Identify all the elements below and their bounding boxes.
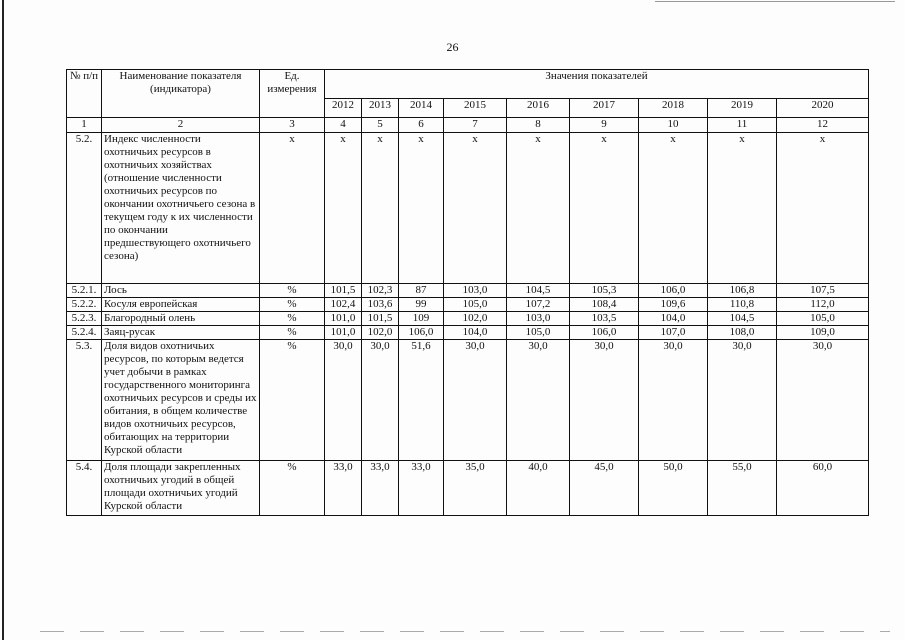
row-value: 33,0 — [399, 461, 444, 516]
page-number: 26 — [446, 40, 459, 54]
row-unit: % — [260, 461, 325, 516]
row-value: 33,0 — [325, 461, 362, 516]
row-value: 103,5 — [570, 312, 639, 326]
row-value: x — [777, 133, 869, 284]
row-value: x — [570, 133, 639, 284]
header-num: № п/п — [67, 70, 102, 118]
row-value: 101,5 — [362, 312, 399, 326]
row-value: 106,0 — [639, 284, 708, 298]
row-value: 103,6 — [362, 298, 399, 312]
row-value: 109 — [399, 312, 444, 326]
year-header: 2012 — [325, 99, 362, 118]
row-value: 30,0 — [362, 340, 399, 461]
row-value: 107,2 — [507, 298, 570, 312]
header-name: Наименование показателя (индикатора) — [102, 70, 260, 118]
row-num: 5.2.4. — [67, 326, 102, 340]
year-header: 2016 — [507, 99, 570, 118]
row-value: 108,0 — [708, 326, 777, 340]
year-header: 2017 — [570, 99, 639, 118]
col-number: 7 — [444, 118, 507, 133]
indicators-table — [66, 69, 869, 516]
table-row — [67, 312, 869, 326]
scan-bottom-artifact — [40, 631, 890, 632]
row-value: x — [325, 133, 362, 284]
table-row — [67, 284, 869, 298]
row-value: 55,0 — [708, 461, 777, 516]
row-value: 104,5 — [507, 284, 570, 298]
row-value: 30,0 — [708, 340, 777, 461]
row-value: 109,6 — [639, 298, 708, 312]
row-value: 30,0 — [639, 340, 708, 461]
row-unit: % — [260, 340, 325, 461]
row-value: 51,6 — [399, 340, 444, 461]
header-row — [67, 70, 869, 99]
row-value: 105,0 — [444, 298, 507, 312]
header-values-title: Значения показателей — [325, 70, 869, 99]
row-value: 104,5 — [708, 312, 777, 326]
row-value: 101,0 — [325, 326, 362, 340]
row-value: 102,0 — [444, 312, 507, 326]
row-value: x — [639, 133, 708, 284]
row-num: 5.2.1. — [67, 284, 102, 298]
year-header: 2019 — [708, 99, 777, 118]
row-name: Доля видов охотничьих ресурсов, по которым ведется учет добычи в рамках государственного мониторинга охотничьих ресурсов и среды их обитания, в общем количестве видов охотничьих ресурсов, обитающих на территории Курской области — [102, 340, 260, 461]
row-value: x — [708, 133, 777, 284]
row-value: 30,0 — [777, 340, 869, 461]
row-name: Косуля европейская — [102, 298, 260, 312]
row-value: 105,0 — [777, 312, 869, 326]
row-name: Заяц-русак — [102, 326, 260, 340]
row-num: 5.3. — [67, 340, 102, 461]
row-value: 102,0 — [362, 326, 399, 340]
row-value: x — [444, 133, 507, 284]
row-value: 30,0 — [570, 340, 639, 461]
row-value: 112,0 — [777, 298, 869, 312]
row-value: 110,8 — [708, 298, 777, 312]
year-header: 2018 — [639, 99, 708, 118]
col-number: 2 — [102, 118, 260, 133]
row-unit: % — [260, 312, 325, 326]
row-value: 99 — [399, 298, 444, 312]
col-number: 6 — [399, 118, 444, 133]
row-value: 104,0 — [639, 312, 708, 326]
table-row — [67, 133, 869, 284]
year-header: 2015 — [444, 99, 507, 118]
scan-left-edge — [2, 0, 4, 640]
col-number: 9 — [570, 118, 639, 133]
row-value: 105,3 — [570, 284, 639, 298]
row-name: Лось — [102, 284, 260, 298]
table-row — [67, 298, 869, 312]
row-value: 30,0 — [444, 340, 507, 461]
header-unit: Ед. измерения — [260, 70, 325, 118]
col-number: 8 — [507, 118, 570, 133]
row-value: 101,5 — [325, 284, 362, 298]
col-number: 12 — [777, 118, 869, 133]
row-value: x — [399, 133, 444, 284]
table-row — [67, 461, 869, 516]
col-number: 4 — [325, 118, 362, 133]
col-number: 11 — [708, 118, 777, 133]
year-header: 2020 — [777, 99, 869, 118]
row-name: Доля площади закрепленных охотничьих угодий в общей площади охотничьих угодий Курской области — [102, 461, 260, 516]
row-num: 5.4. — [67, 461, 102, 516]
row-value: 30,0 — [507, 340, 570, 461]
row-value: 106,0 — [570, 326, 639, 340]
row-value: 40,0 — [507, 461, 570, 516]
year-header: 2014 — [399, 99, 444, 118]
row-value: 104,0 — [444, 326, 507, 340]
row-value: 87 — [399, 284, 444, 298]
row-value: x — [362, 133, 399, 284]
row-unit: % — [260, 284, 325, 298]
row-unit: % — [260, 326, 325, 340]
column-numbers-row — [67, 118, 869, 133]
row-value: 103,0 — [507, 312, 570, 326]
row-name: Индекс численности охотничьих ресурсов в охотничьих хозяйствах (отношение численности охотничьих ресурсов по окончании охотничьего сезона в текущем году к их численности по окончании предшествующего охотничьего сезона) — [102, 133, 260, 284]
row-num: 5.2.2. — [67, 298, 102, 312]
scan-top-rule — [655, 1, 895, 2]
row-unit: % — [260, 298, 325, 312]
row-value: 50,0 — [639, 461, 708, 516]
row-value: 60,0 — [777, 461, 869, 516]
row-value: 103,0 — [444, 284, 507, 298]
year-header: 2013 — [362, 99, 399, 118]
row-value: x — [507, 133, 570, 284]
row-value: 106,0 — [399, 326, 444, 340]
table-row — [67, 326, 869, 340]
row-value: 108,4 — [570, 298, 639, 312]
row-value: 33,0 — [362, 461, 399, 516]
row-name: Благородный олень — [102, 312, 260, 326]
row-num: 5.2. — [67, 133, 102, 284]
row-value: 35,0 — [444, 461, 507, 516]
row-value: 102,4 — [325, 298, 362, 312]
row-value: 107,0 — [639, 326, 708, 340]
row-value: 105,0 — [507, 326, 570, 340]
row-value: 102,3 — [362, 284, 399, 298]
col-number: 5 — [362, 118, 399, 133]
row-value: 45,0 — [570, 461, 639, 516]
row-value: 107,5 — [777, 284, 869, 298]
col-number: 10 — [639, 118, 708, 133]
row-value: 101,0 — [325, 312, 362, 326]
row-value: 106,8 — [708, 284, 777, 298]
row-num: 5.2.3. — [67, 312, 102, 326]
col-number: 1 — [67, 118, 102, 133]
row-unit: x — [260, 133, 325, 284]
row-value: 30,0 — [325, 340, 362, 461]
col-number: 3 — [260, 118, 325, 133]
table-row — [67, 340, 869, 461]
row-value: 109,0 — [777, 326, 869, 340]
